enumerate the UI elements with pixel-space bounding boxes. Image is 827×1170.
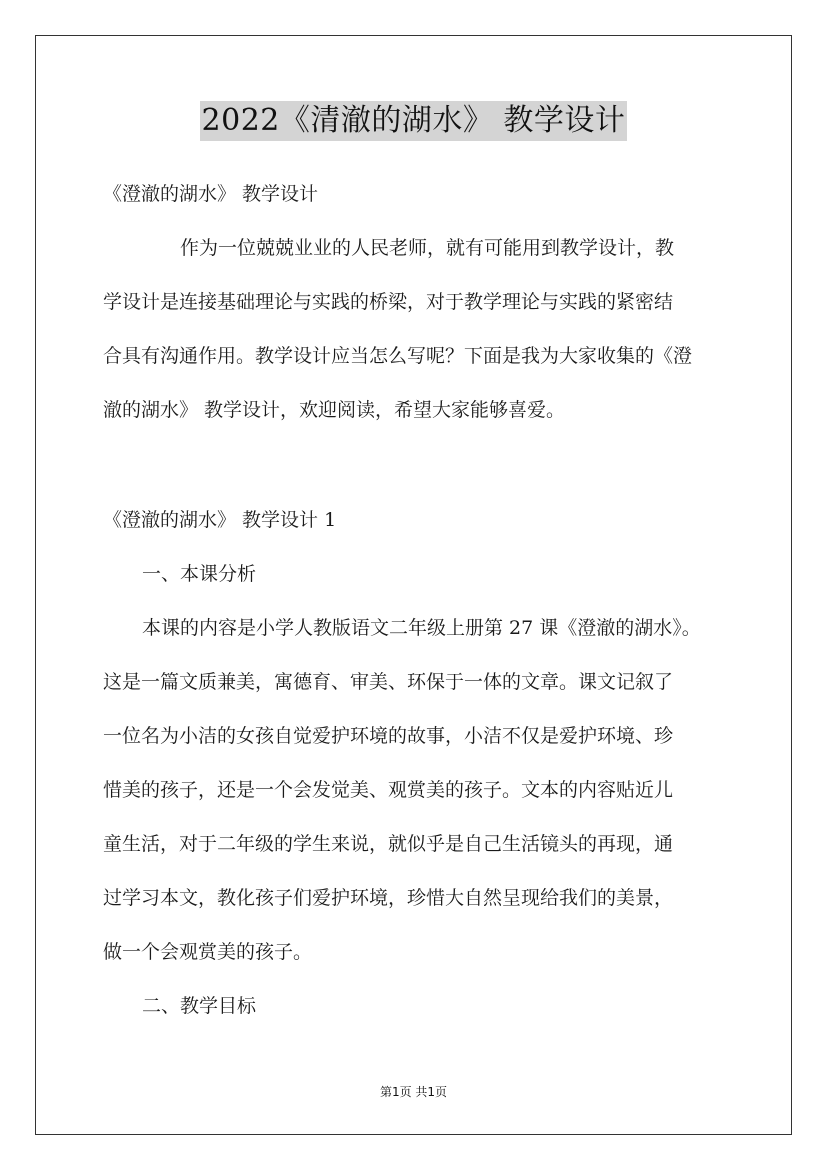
- intro-line-3: 合具有沟通作用。教学设计应当怎么写呢？下面是我为大家收集的《澄: [103, 345, 693, 367]
- analysis-line-5: 童生活，对于二年级的学生来说，就似乎是自己生活镜头的再现，通: [103, 833, 674, 855]
- section-heading-1: 《澄澈的湖水》 教学设计 1: [103, 509, 337, 531]
- subheading-goals: 二、教学目标: [142, 995, 257, 1017]
- analysis-line-7: 做一个会观赏美的孩子。: [103, 941, 313, 963]
- subtitle-line: 《澄澈的湖水》 教学设计: [103, 183, 319, 205]
- intro-line-2: 学设计是连接基础理论与实践的桥梁，对于教学理论与实践的紧密结: [103, 291, 674, 313]
- analysis-line-6: 过学习本文，教化孩子们爱护环境，珍惜大自然呈现给我们的美景，: [103, 887, 674, 909]
- intro-line-1: 作为一位兢兢业业的人民老师，就有可能用到教学设计，教: [180, 237, 675, 259]
- analysis-line-1: 本课的内容是小学人教版语文二年级上册第 27 课《澄澈的湖水》。: [142, 617, 701, 639]
- analysis-line-4: 惜美的孩子，还是一个会发觉美、观赏美的孩子。文本的内容贴近儿: [103, 779, 674, 801]
- title-container: [0, 101, 827, 141]
- subheading-analysis: 一、本课分析: [142, 563, 257, 585]
- intro-line-4: 澈的湖水》 教学设计，欢迎阅读，希望大家能够喜爱。: [103, 399, 566, 421]
- analysis-line-3: 一位名为小洁的女孩自觉爱护环境的故事，小洁不仅是爱护环境、珍: [103, 725, 674, 747]
- analysis-line-2: 这是一篇文质兼美，寓德育、审美、环保于一体的文章。课文记叙了: [103, 671, 674, 693]
- page-footer: 第1页 共1页: [379, 1085, 448, 1099]
- document-title: 2022《清澈的湖水》 教学设计: [200, 101, 628, 141]
